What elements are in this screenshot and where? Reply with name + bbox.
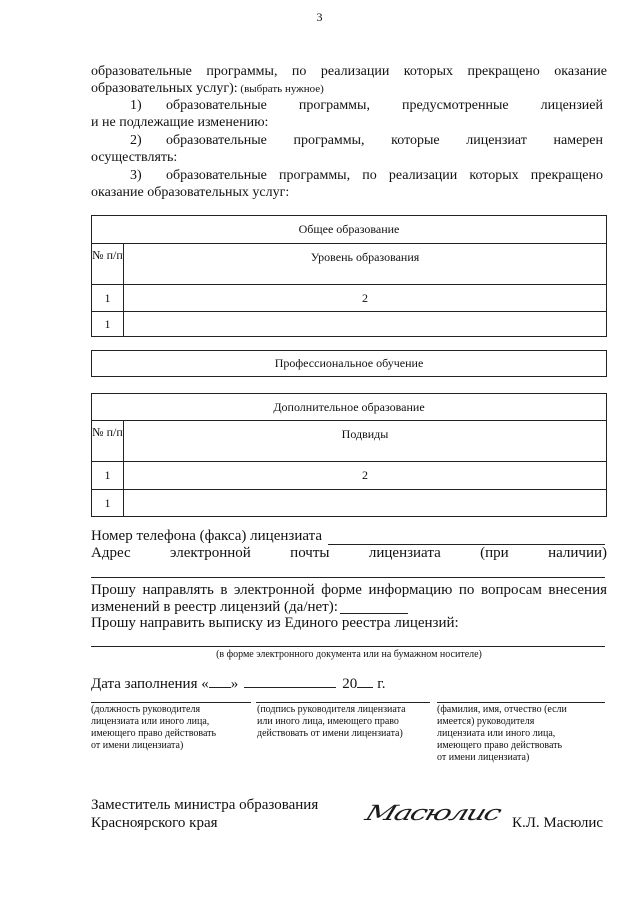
additional-education-header-row (92, 420, 606, 461)
professional-training-table (91, 350, 607, 377)
general-education-title-row (92, 216, 606, 243)
fullname-caption-line: (фамилия, имя, отчество (если (437, 704, 567, 715)
additional-education-col-subtypes: Подвиды (341, 427, 389, 441)
signer-name: К.Л. Масюлис (512, 815, 604, 831)
item-1-text: образовательные программы, предусмотренные лицензией (166, 98, 603, 113)
request-electronic-line-b: изменений в реестр лицензий (да/нет): (91, 599, 338, 615)
position-line (91, 702, 251, 703)
item-2-text: образовательные программы, которые лицензиат намерен (166, 133, 603, 148)
date-label: Дата заполнения « (91, 676, 209, 692)
choose-note: (выбрать нужное) (237, 83, 324, 95)
item-2-line-b: осуществлять: (91, 150, 178, 165)
phone-label: Номер телефона (факса) лицензиата (91, 528, 323, 544)
general-education-header-row (92, 243, 606, 284)
position-caption-line: от имени лицензиата) (91, 740, 184, 751)
additional-education-title: Дополнительное образование (273, 399, 425, 414)
item-2-line-a (91, 132, 607, 149)
item-3-line-b: оказание образовательных услуг: (91, 185, 290, 200)
item-2-number: 2) (130, 133, 142, 148)
general-education-table (91, 215, 607, 337)
item-1-line-b: и не подлежащие изменению: (91, 115, 269, 130)
additional-education-col-num: № п/п (92, 421, 124, 461)
yes-no-field-line (340, 613, 408, 614)
date-year-prefix: 20 (342, 676, 358, 692)
general-row1-num: 1 (92, 285, 124, 311)
signature-caption-line: или иного лица, имеющего право (257, 716, 399, 727)
signature-caption-line: действовать от имени лицензиата) (257, 728, 403, 739)
position-caption-line: имеющего право действовать (91, 728, 217, 739)
fullname-caption (437, 704, 605, 764)
signature-caption-line: (подпись руководителя лицензиата (257, 704, 406, 715)
table-row (92, 284, 606, 311)
item-1-number: 1) (130, 98, 142, 113)
table-row (92, 311, 606, 336)
signature-caption (257, 704, 431, 740)
intro-line-1: образовательные программы, по реализации которых прекращено оказание (91, 64, 607, 79)
fullname-line (437, 702, 605, 703)
email-field-line (91, 577, 605, 578)
item-3-text: образовательные программы, по реализации которых прекращено (166, 168, 603, 183)
position-caption (91, 704, 251, 752)
professional-training-title: Профессиональное обучение (274, 356, 424, 370)
form-note: (в форме электронного документа или на бумажном носителе) (216, 649, 482, 660)
fullname-caption-line: лицензиата или иного лица, (437, 728, 556, 739)
item-1-line-a (91, 97, 607, 114)
date-year-field (357, 675, 373, 688)
general-row1-level: 2 (362, 290, 368, 305)
date-quote-close: » (230, 676, 239, 692)
intro-line-2-main: образовательных услуг): (91, 81, 238, 96)
request-extract-label: Прошу направить выписку из Единого реестра лицензий: (91, 615, 459, 631)
table-row (92, 461, 606, 489)
date-suffix: г. (377, 676, 386, 692)
additional-row1-subtype: 2 (362, 468, 368, 482)
date-day-field (209, 675, 231, 688)
email-label: Адрес электронной почты лицензиата (при наличии) (91, 545, 607, 561)
general-row2-num: 1 (92, 312, 124, 336)
fullname-caption-line: имеющего право действовать (437, 740, 563, 751)
request-electronic-line-a: Прошу направлять в электронной форме информацию по вопросам внесения (91, 582, 607, 598)
intro-line-2 (91, 80, 607, 98)
item-3-number: 3) (130, 168, 142, 183)
handwritten-signature: Масюлис (362, 801, 504, 826)
fullname-caption-line: имеется) руководителя (437, 716, 535, 727)
additional-row1-num: 1 (92, 462, 124, 489)
general-education-col-num: № п/п (92, 244, 124, 284)
position-caption-line: лицензиата или иного лица, (91, 716, 210, 727)
date-row (91, 675, 385, 693)
additional-row2-num: 1 (92, 490, 124, 516)
signer-position-line-1: Заместитель министра образования (91, 797, 319, 813)
extract-field-line (91, 646, 605, 647)
table-row (92, 489, 606, 516)
page-number: 3 (316, 10, 323, 24)
signer-position-line-2: Красноярского края (91, 815, 218, 831)
additional-education-title-row (92, 394, 606, 420)
item-3-line-a (91, 167, 607, 184)
fullname-caption-line: от имени лицензиата) (437, 752, 530, 763)
position-caption-line: (должность руководителя (91, 704, 201, 715)
signature-line (256, 702, 430, 703)
general-education-col-level: Уровень образования (310, 250, 420, 264)
general-education-title: Общее образование (298, 222, 400, 236)
additional-education-table (91, 393, 607, 517)
date-month-field (244, 675, 336, 688)
